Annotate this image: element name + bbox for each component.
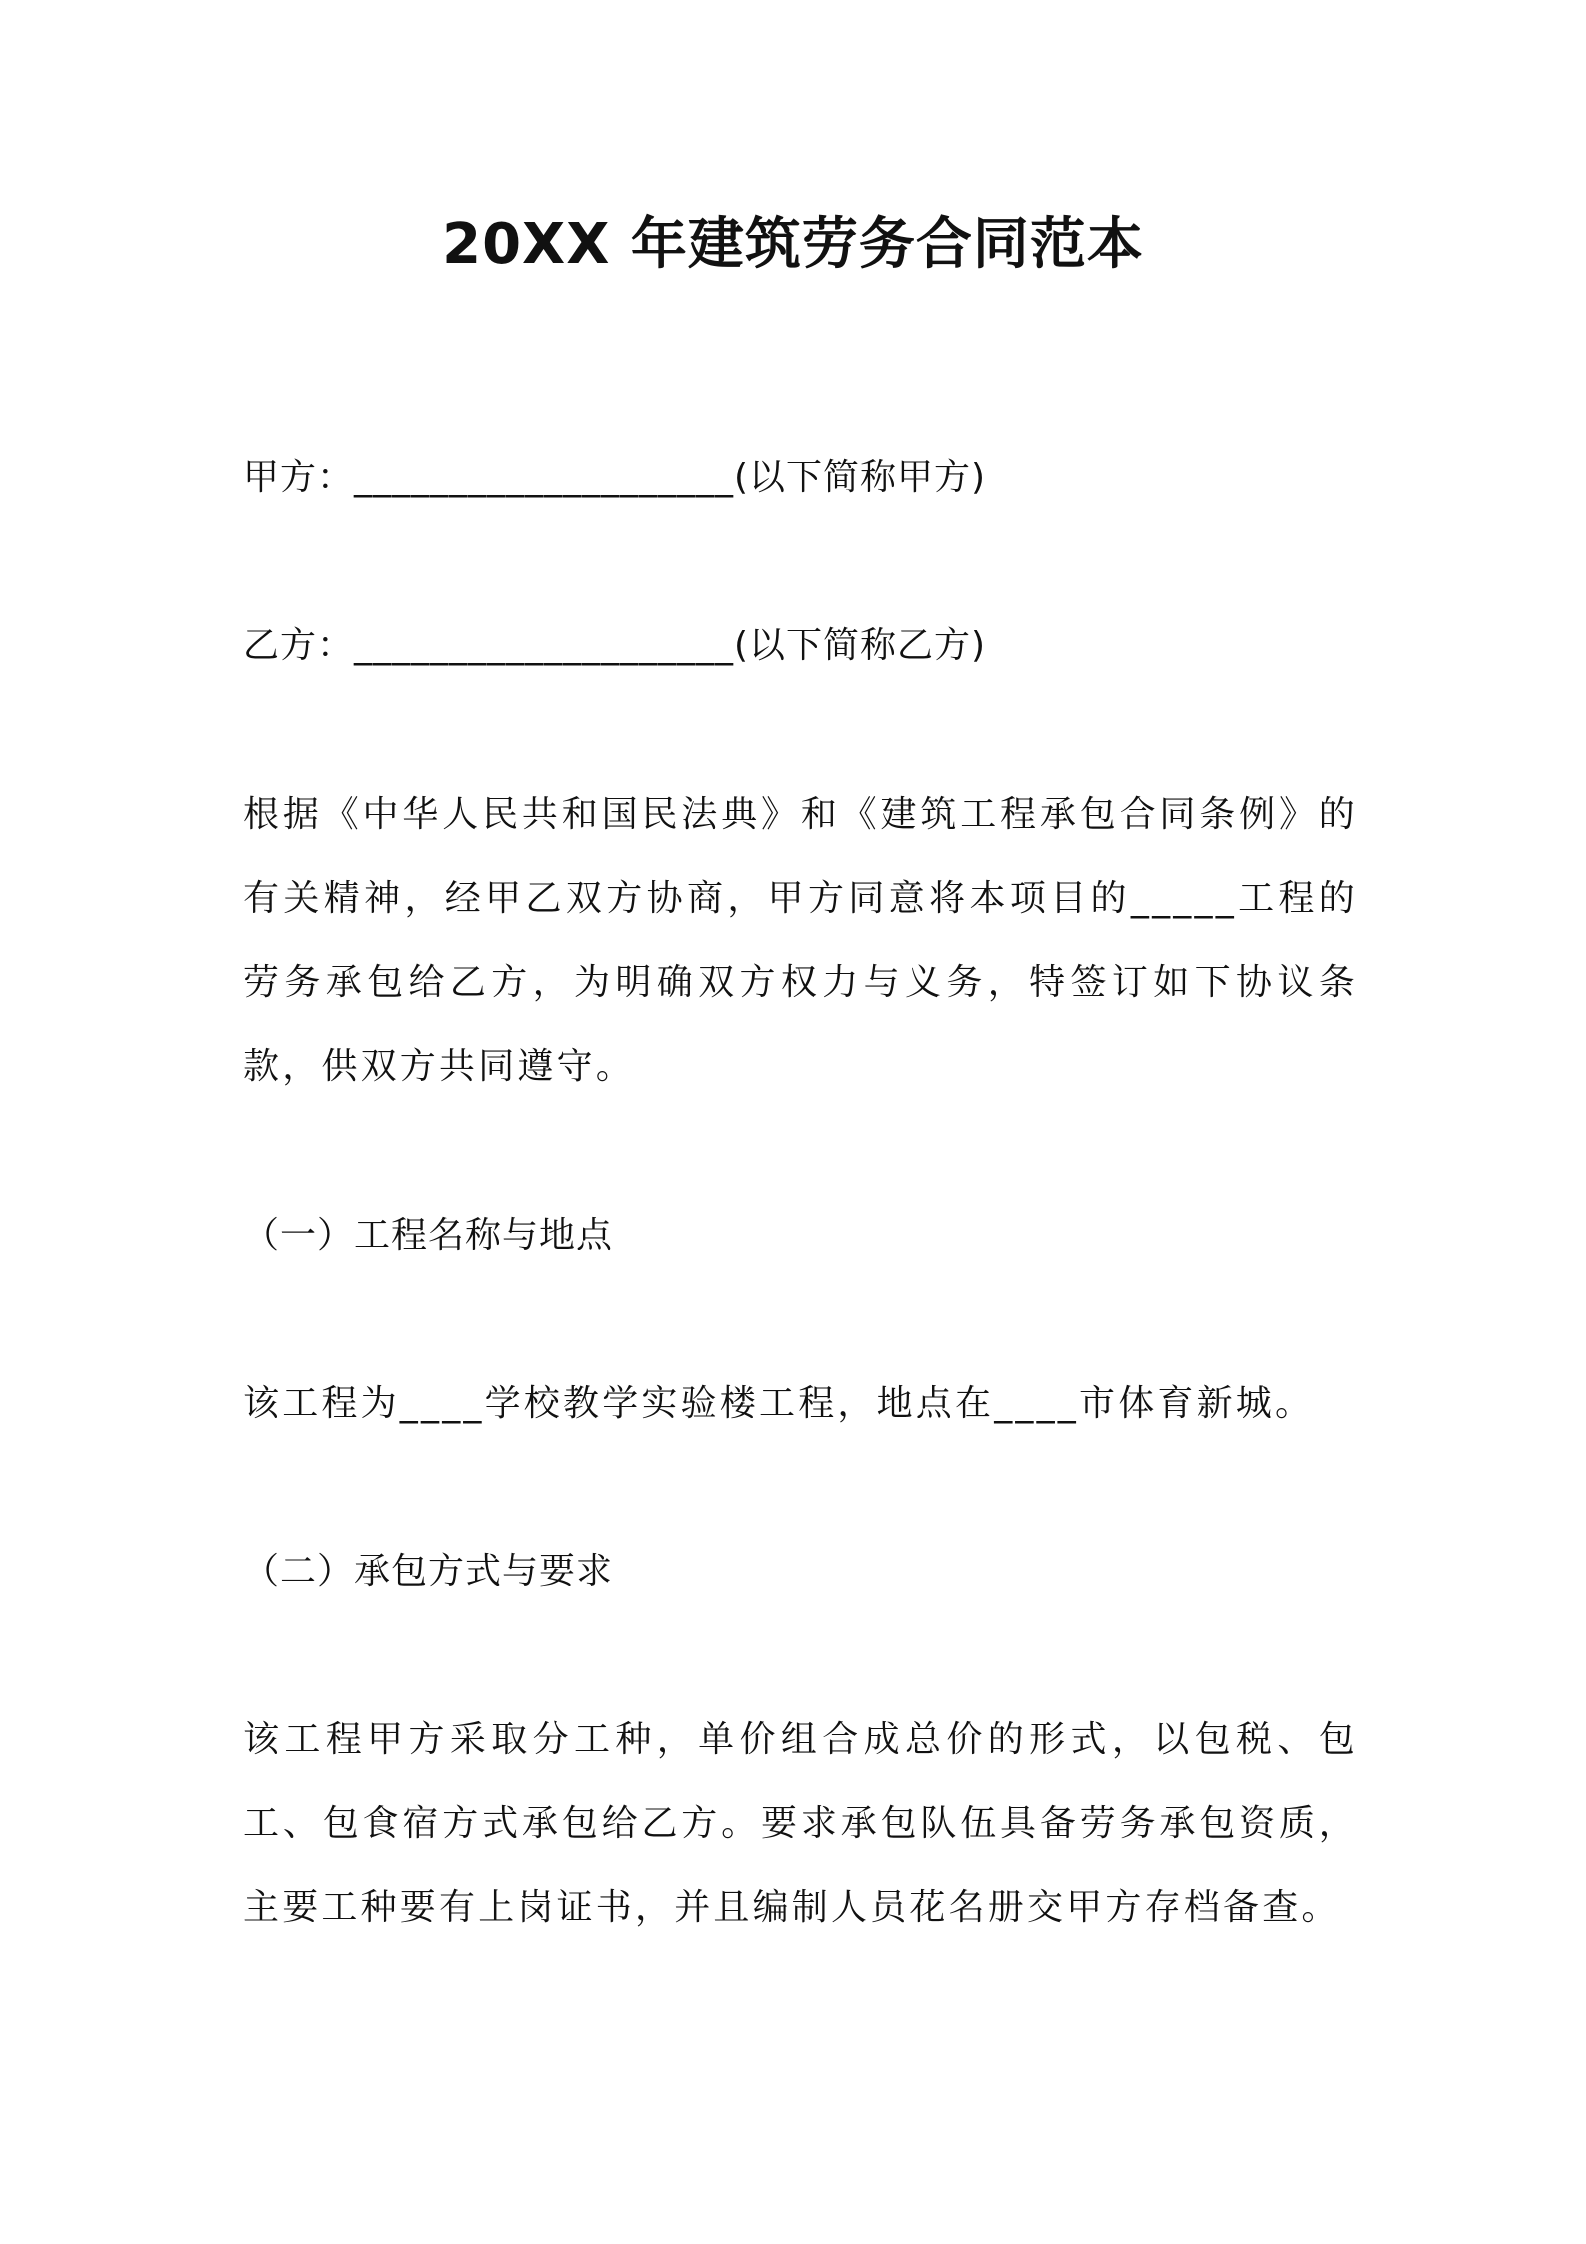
preamble-paragraph: 根据《中华人民共和国民法典》和《建筑工程承包合同条例》的有关精神，经甲乙双方协商，甲方同意将本项目的_____工程的劳务承包给乙方，为明确双方权力与义务，特签订如下协议条款，供双方共同遵守。	[243, 794, 1358, 1087]
section-2-body: 该工程甲方采取分工种，单价组合成总价的形式，以包税、包工、包食宿方式承包给乙方。要求承包队伍具备劳务承包资质，主要工种要有上岗证书，并且编制人员花名册交甲方存档备查。	[243, 1719, 1358, 1928]
section-2-heading: （二）承包方式与要求	[243, 1551, 614, 1592]
section-1-heading: （一）工程名称与地点	[243, 1215, 614, 1256]
party-b-line: 乙方：____________________(以下简称乙方)	[243, 625, 987, 666]
document-title: 20XX 年建筑劳务合同范本	[442, 212, 1144, 277]
party-a-line: 甲方：____________________(以下简称甲方)	[243, 457, 987, 498]
section-1-body: 该工程为____学校教学实验楼工程，地点在____市体育新城。	[243, 1383, 1315, 1424]
